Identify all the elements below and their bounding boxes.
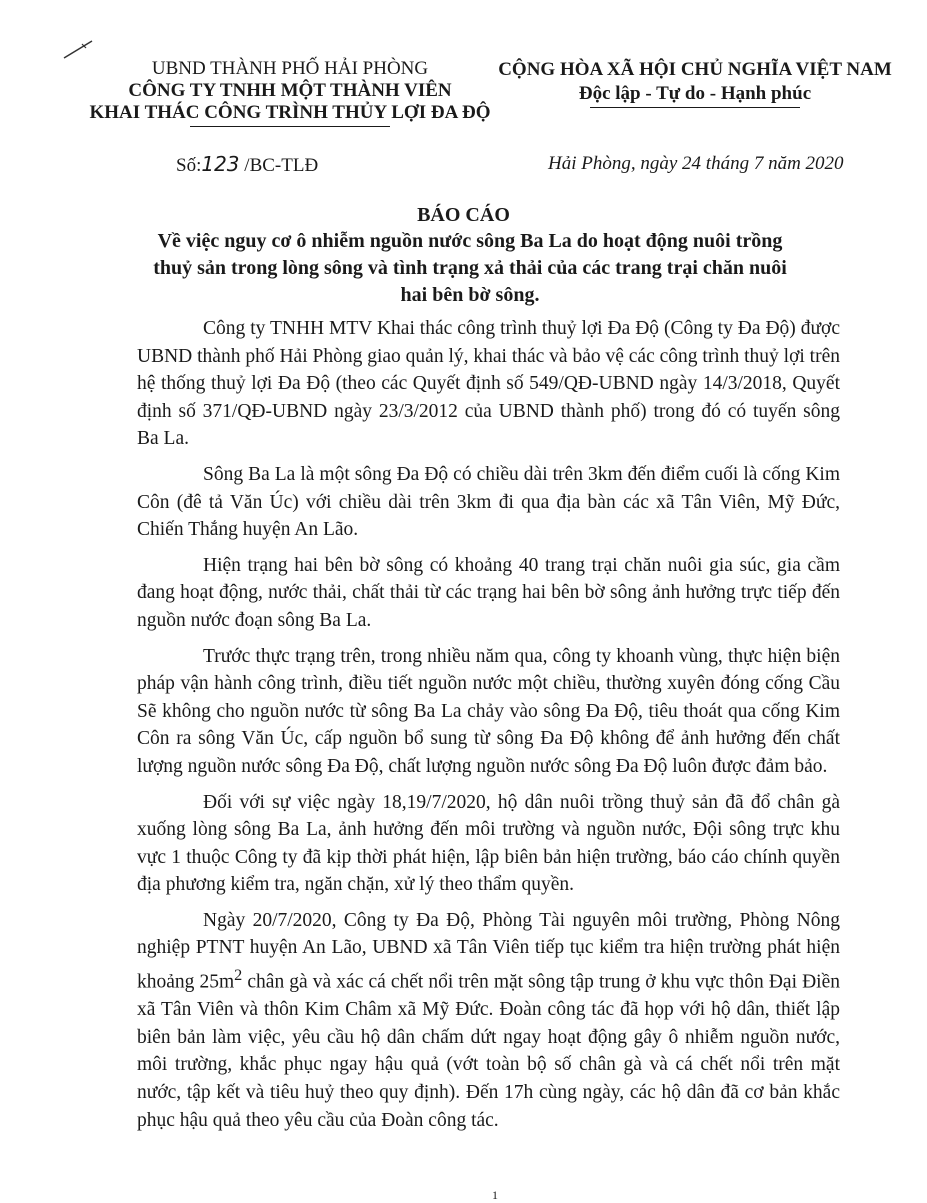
org-line-1: UBND THÀNH PHỐ HẢI PHÒNG [151,58,429,79]
motto-underline [590,107,800,108]
page-number: 1 [492,1188,498,1202]
issuing-organization-block [80,58,500,127]
paragraph-4: Trước thực trạng trên, trong nhiều năm qua, công ty khoanh vùng, thực hiện biện pháp vận hành công trình, điều tiết nguồn nước một chiều, thường xuyên đóng cống Cầu Sẽ không cho nguồn nước từ sông Ba La chảy vào sông Đa Độ, tiêu thoát qua cống Kim Côn ra sông Văn Úc, cấp nguồn bổ sung từ sông Đa Độ không để ảnh hưởng đến chất lượng nguồn nước sông Đa Độ, chất lượng nguồn nước sông Đa Độ luôn được đảm bảo. [137,645,840,777]
paragraph-6-part-1: Ngày 20/7/2020, Công ty Đa Độ, Phòng Tài nguyên môi trường, Phòng Nông nghiệp PTNT huyện An Lão, UBND xã Tân Viên tiếp tục kiểm tra hiện trường phát hiện khoảng 25m [137,909,840,993]
square-superscript: 2 [234,966,243,985]
doc-number-prefix: Số: [176,155,202,176]
national-motto-block [480,58,910,108]
report-body [137,315,840,1142]
paragraph-5: Đối với sự việc ngày 18,19/7/2020, hộ dân nuôi trồng thuỷ sản đã đổ chân gà xuống lòng sông Ba La, ảnh hưởng đến môi trường và nguồn nước, Đội sông trực khu vực 1 thuộc Công ty đã kịp thời phát hiện, lập biên bản hiện trường, báo cáo chính quyền địa phương kiểm tra, ngăn chặn, xử lý theo thẩm quyền. [137,791,840,896]
paragraph-2: Sông Ba La là một sông Đa Độ có chiều dài trên 3km đến điểm cuối là cống Kim Côn (đê tả Văn Úc) với chiều dài trên 3km đi qua địa bàn các xã Tân Viên, Mỹ Đức, Chiến Thắng huyện An Lão. [137,463,840,541]
paragraph-1: Công ty TNHH MTV Khai thác công trình thuỷ lợi Đa Độ (Công ty Đa Độ) được UBND thành phố Hải Phòng giao quản lý, khai thác và bảo vệ các công trình thuỷ lợi trên hệ thống thuỷ lợi Đa Độ (theo các Quyết định số 549/QĐ-UBND ngày 14/3/2018, Quyết định số 371/QĐ-UBND ngày 23/3/2012 của UBND thành phố) trong đó có tuyến sông Ba La. [137,318,840,450]
nation-line-2: Độc lập - Tự do - Hạnh phúc [578,83,812,104]
org-line-2: CÔNG TY TNHH MỘT THÀNH VIÊN [128,80,452,101]
pen-stroke-mark [62,38,98,60]
report-subtitle: Về việc nguy cơ ô nhiễm nguồn nước sông Ba La do hoạt động nuôi trồng thuỷ sản trong lòng sông và tình trạng xả thải của các trang trại chăn nuôi hai bên bờ sông. [153,230,787,306]
nation-line-1: CỘNG HÒA XÃ HỘI CHỦ NGHĨA VIỆT NAM [498,59,892,80]
paragraph-3: Hiện trạng hai bên bờ sông có khoảng 40 trang trại chăn nuôi gia súc, gia cầm đang hoạt động, nước thải, chất thải từ các trạng hai bên bờ sông ảnh hưởng trực tiếp đến nguồn nước đoạn sông Ba La. [137,554,840,631]
report-title: BÁO CÁO [417,204,510,226]
paragraph-6-part-2: chân gà và xác cá chết nổi trên mặt sông tập trung ở khu vực thôn Đại Điền xã Tân Viên và thôn Kim Châm xã Mỹ Đức. Đoàn công tác đã họp với hộ dân, thiết lập biên bản làm việc, yêu cầu hộ dân chấm dứt ngay hoạt động gây ô nhiễm nguồn nước, môi trường, khắc phục ngay hậu quả (vớt toàn bộ số chân gà và cá chết nổi trên mặt nước, tập kết và tiêu huỷ theo quy định). Đến 17h cùng ngày, các hộ dân đã cơ bản khắc phục hậu quả theo yêu cầu của Đoàn công tác. [137,971,840,1131]
doc-number-suffix: /BC-TLĐ [239,155,319,176]
org-underline [190,126,390,127]
paragraph-6 [137,907,840,1134]
org-line-3: KHAI THÁC CÔNG TRÌNH THỦY LỢI ĐA ĐỘ [89,102,491,123]
date-line: Hải Phòng, ngày 24 tháng 7 năm 2020 [548,153,844,174]
doc-number-handwritten: 123 [201,152,240,176]
document-number [176,152,318,178]
